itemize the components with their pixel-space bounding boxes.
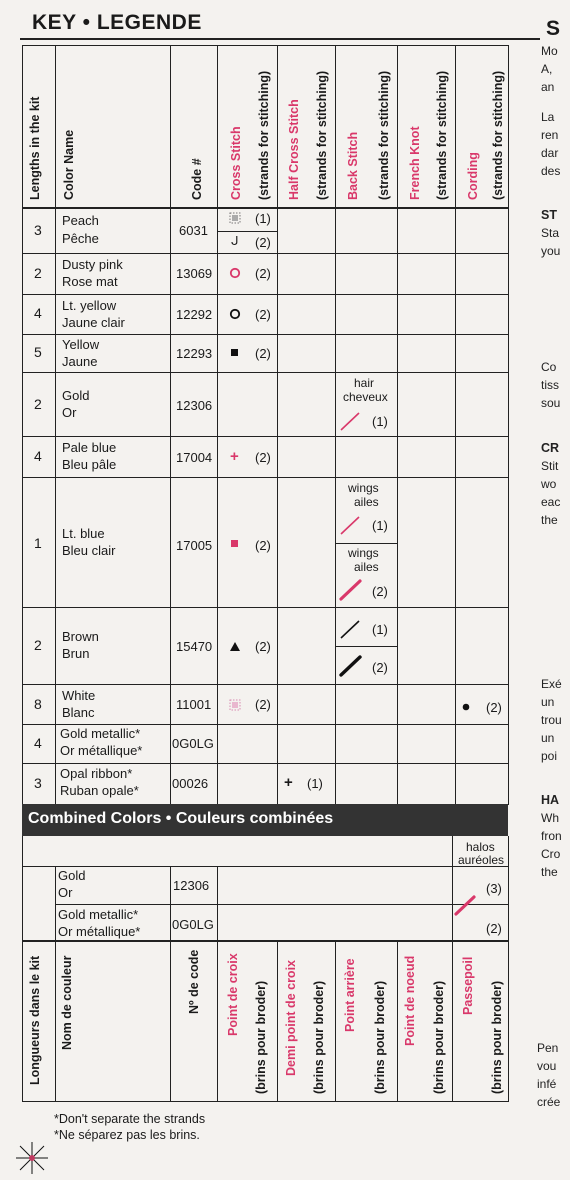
side-text: un [541,731,555,745]
header-french-knot-fr: Point de noeud [403,955,417,1046]
header-cording-strands-fr: (brins pour broder) [490,980,504,1094]
row-code: 12306 [176,398,213,413]
combined-cording-strands: (2) [486,921,502,936]
side-text: eac [541,495,561,509]
row-line [22,207,508,209]
row-color-en: White [62,688,96,703]
row-cross-strands: (2) [255,697,271,712]
row-code: 12293 [176,346,213,361]
row-color-en: Peach [62,213,99,228]
side-text: sou [541,396,561,410]
col-line [335,940,336,1102]
header-cross-stitch-fr: Point de croix [226,953,240,1036]
header-lengths-fr: Longueurs dans le kit [28,955,42,1085]
header-cording: Cording [466,152,480,200]
side-text: Pen [537,1041,559,1055]
row-color-fr: Or métallique* [60,743,143,758]
row-code: 17005 [176,538,213,553]
row-color-fr: Blanc [62,705,95,720]
black-square-symbol-icon [230,348,240,358]
row-half-strands: (1) [307,776,323,791]
pink-thick-line-symbol-icon [453,893,477,917]
row-cross-strands: (2) [255,639,271,654]
subcell-line [335,646,397,647]
row-color-fr: Bleu pâle [62,457,117,472]
side-text: the [541,513,558,527]
side-text: ren [541,128,559,142]
col-line [455,45,456,805]
row-line [22,477,508,478]
header-code: Code # [190,158,204,200]
col-line [22,45,23,805]
row-color-fr: Brun [62,646,90,661]
row-code: 15470 [176,639,213,654]
combined-code: 0G0LG [172,917,214,932]
row-line [22,45,508,46]
combined-color-en: Gold metallic* [58,907,139,922]
side-text: Wh [541,811,559,825]
side-text: Stit [541,459,559,473]
hook-symbol-icon: ᒍ [231,234,239,248]
row-back-strands: (1) [372,622,388,637]
side-text: crée [537,1095,561,1109]
col-line [452,836,453,1102]
row-color-fr: Or [62,405,77,420]
col-line [397,45,398,805]
row-code: 17004 [176,450,213,465]
cording-note-en: halos [466,840,495,854]
row-color-en: Lt. yellow [62,298,117,313]
col-line [170,866,171,1102]
header-half-cross-stitch: Half Cross Stitch [287,99,301,200]
header-back-strands-fr: (brins pour broder) [373,980,387,1094]
footnote-en: *Don't separate the strands [54,1112,206,1126]
row-length: 2 [34,265,42,281]
side-text: dar [541,146,559,160]
row-code: 00026 [172,776,209,791]
pink-thick-line-symbol-icon [338,578,364,602]
side-text: trou [541,713,562,727]
black-thick-line-symbol-icon [338,654,364,678]
row-cross-strands: (2) [255,346,271,361]
pink-square-symbol-icon [230,539,240,549]
col-line [170,45,171,805]
side-text: the [541,865,558,879]
row-color-en: Brown [62,629,99,644]
row-line [22,294,508,295]
side-text: Exé [541,677,562,691]
combined-color-fr: Or métallique* [58,924,141,939]
row-back-strands: (1) [372,518,388,533]
black-plus-symbol-icon: + [284,774,293,791]
row-cross-strands: (2) [255,538,271,553]
row-back-strands: (1) [372,414,388,429]
row-line [55,904,508,905]
row-back-strands: (2) [372,584,388,599]
row-color-en: Yellow [62,337,100,352]
row-code: 12292 [176,307,213,322]
black-triangle-symbol-icon [229,641,241,652]
combined-colors-title: Combined Colors • Couleurs combinées [28,810,334,827]
side-text: A, [541,62,553,76]
subcell-line [335,543,397,544]
back-stitch-note-en: wings [348,481,379,495]
header-cross-strands-fr: (brins pour broder) [254,980,268,1094]
col-line [397,940,398,1102]
pink-circle-symbol-icon [229,267,241,279]
star-mark-icon [14,1140,50,1176]
header-french-strands: (strands for stitching) [435,70,449,200]
row-length: 2 [34,637,42,653]
header-color-name-fr: Nom de couleur [60,955,74,1050]
row-color-en: Gold [62,388,90,403]
row-line [22,724,508,725]
row-length: 8 [34,696,42,712]
row-length: 4 [34,448,42,464]
row-code: 0G0LG [172,736,214,751]
combined-code: 12306 [173,878,210,893]
row-code: 6031 [179,223,208,238]
pink-plus-symbol-icon: + [230,448,239,465]
side-heading: CR [541,441,560,455]
col-line [277,45,278,805]
header-back-stitch-fr: Point arrière [343,958,357,1032]
row-color-en: Gold metallic* [60,726,141,741]
combined-color-en: Gold [58,868,86,883]
header-french-knot: French Knot [408,126,422,200]
row-color-fr: Jaune clair [62,315,125,330]
combined-colors-band [22,804,508,836]
pink-thin-line-symbol-icon [339,514,363,536]
col-line [55,866,56,1102]
row-cross-strands: (1) [255,211,271,226]
pink-dotted-square-symbol-icon [229,699,241,711]
side-heading: HA [541,793,560,807]
header-lengths: Lengths in the kit [28,96,42,200]
header-cross-stitch: Cross Stitch [229,126,243,200]
row-length: 5 [34,344,42,360]
row-length: 1 [34,535,42,551]
col-line [217,45,218,805]
row-line [22,1101,508,1102]
col-line [335,45,336,805]
combined-color-fr: Or [58,885,73,900]
header-half-strands: (strands for stitching) [315,70,329,200]
side-heading: ST [541,208,557,222]
col-line [508,45,509,805]
row-line [22,684,508,685]
side-text: Mo [541,44,558,58]
row-length: 3 [34,775,42,791]
row-line [22,763,508,764]
row-line [22,436,508,437]
black-thin-line-symbol-icon [339,618,363,640]
col-line [277,940,278,1102]
row-cross-strands: (2) [255,450,271,465]
side-text: vou [537,1059,557,1073]
row-cross-strands: (2) [255,307,271,322]
side-text: fron [541,829,562,843]
black-dot-symbol-icon [462,703,470,711]
col-line [508,836,509,1102]
header-cording-fr: Passepoil [461,956,475,1015]
title-rule [20,38,540,40]
row-line [22,372,508,373]
row-length: 2 [34,396,42,412]
row-back-strands: (2) [372,660,388,675]
col-line [55,45,56,805]
back-stitch-note-fr: ailes [354,495,379,509]
side-text: Sta [541,226,560,240]
footnote-fr: *Ne séparez pas les brins. [54,1128,200,1142]
header-cross-strands: (strands for stitching) [257,70,271,200]
side-text: Cro [541,847,561,861]
row-cross-strands: (2) [255,266,271,281]
row-color-fr: Pêche [62,231,99,246]
side-text: La [541,110,555,124]
back-stitch-note-fr: ailes [354,560,379,574]
header-cording-strands: (strands for stitching) [491,70,505,200]
row-code: 11001 [176,697,212,712]
row-code: 13069 [176,266,213,281]
row-length: 4 [34,305,42,321]
header-back-stitch: Back Stitch [346,131,360,200]
side-text: tiss [541,378,559,392]
dotted-square-symbol-icon [229,212,241,224]
side-text: des [541,164,561,178]
side-text: Co [541,360,557,374]
row-color-en: Lt. blue [62,526,105,541]
row-line [22,940,508,942]
side-text: you [541,244,561,258]
row-length: 3 [34,222,42,238]
back-stitch-note-en: wings [348,546,379,560]
row-line [22,866,508,867]
combined-cording-strands: (3) [486,881,502,896]
row-color-fr: Ruban opale* [60,783,139,798]
black-circle-symbol-icon [229,308,241,320]
side-text: un [541,695,555,709]
back-stitch-note-fr: cheveux [343,390,388,404]
row-line [22,253,508,254]
subcell-line [217,231,277,232]
header-french-strands-fr: (brins pour broder) [432,980,446,1094]
side-text: an [541,80,555,94]
header-back-strands: (strands for stitching) [377,70,391,200]
row-cross-strands: (2) [255,235,271,250]
row-color-en: Pale blue [62,440,117,455]
cording-note-fr: auréoles [458,853,505,867]
side-text: poi [541,749,558,763]
pink-thin-line-symbol-icon [339,410,363,432]
row-color-fr: Jaune [62,354,98,369]
col-line [22,836,23,1102]
row-color-en: Opal ribbon* [60,766,133,781]
row-color-fr: Bleu clair [62,543,116,558]
row-line [22,607,508,608]
side-text: wo [541,477,557,491]
back-stitch-note-en: hair [354,376,375,390]
header-code-fr: Nº de code [187,949,201,1014]
col-line [217,866,218,1102]
header-color-name: Color Name [62,129,76,200]
right-page-title-fragment: S [546,17,561,40]
row-color-fr: Rose mat [62,274,118,289]
row-cording-strands: (2) [486,700,502,715]
row-length: 4 [34,735,42,751]
row-color-en: Dusty pink [62,257,123,272]
header-half-cross-stitch-fr: Demi point de croix [284,960,298,1076]
row-line [22,334,508,335]
side-text: infé [537,1077,557,1091]
header-half-strands-fr: (brins pour broder) [312,980,326,1094]
page-title: KEY • LEGENDE [32,11,202,34]
